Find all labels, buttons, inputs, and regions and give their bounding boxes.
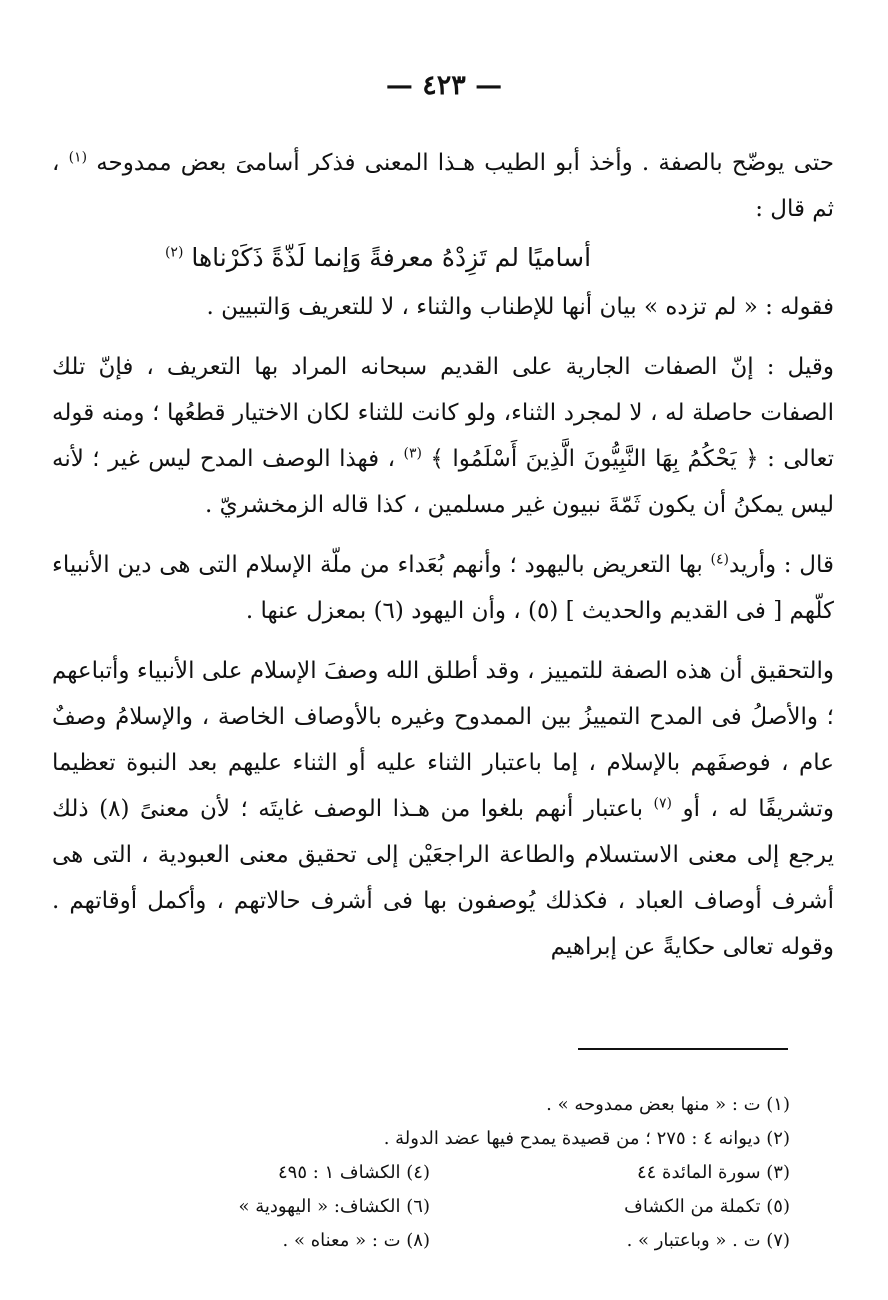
footnote-1: (١) ت : « منها بعض ممدوحه » . — [546, 1094, 790, 1115]
paragraph-2: فقوله : « لم تزده » بيان أنها للإطناب والثناء ، لا للتعريف وَالتبيين . — [206, 294, 834, 320]
footnote-2: (٢) ديوانه ٤ : ٢٧٥ ؛ من قصيدة يمدح فيها عضد الدولة . — [383, 1128, 790, 1149]
footnote-ref-7: (٧) — [653, 795, 672, 812]
footnote-3: (٣) سورة المائدة ٤٤ — [636, 1162, 790, 1183]
footnote-ref-4: (٤) — [710, 551, 729, 568]
footnote-row-7-8 — [120, 1224, 790, 1258]
paragraph-4: قال : وأريد$^{(٤)}$ بها التعريض باليهود ؛ وأنهم بُعَداء من ملّة الإسلام التى هى دين الأنبياء كلّهم [ فى القديم والحديث ] (٥) ، وأن اليهود (٦) بمعزل عنها . — [52, 551, 834, 624]
paragraph-1: حتى يوضّح بالصفة . وأخذ أبو الطيب هـذا المعنى فذكر أسامىَ بعض ممدوحه $^{(١)}$ ، ثم قال : — [52, 149, 834, 222]
footnote-divider — [578, 1048, 788, 1050]
footnotes — [120, 1088, 790, 1258]
footnote-6: (٦) الكشاف: « اليهودية » — [238, 1196, 430, 1217]
main-text — [52, 140, 834, 970]
poetry-verse: أساميًا لم تَزِدْهُ معرفةً وَإنما لَذّةً ذَكَرْناها $^{(٢)}$ — [164, 243, 592, 272]
footnote-5: (٥) تكملة من الكشاف — [624, 1196, 790, 1217]
footnote-ref-1: (١) — [68, 149, 88, 166]
footnote-4: (٤) الكشاف ١ : ٤٩٥ — [278, 1162, 430, 1183]
footnote-7: (٧) ت . « وباعتبار » . — [626, 1230, 790, 1251]
paragraph-3: وقيل : إنّ الصفات الجارية على القديم سبحانه المراد بها التعريف ، فإنّ تلك الصفات حاصلة له ، لا لمجرد الثناء، ولو كانت للثناء لكان الاختيار قطعُها ؛ ومنه قوله تعالى : ﴿ يَحْكُمُ بِهَا النَّبِيُّونَ الَّذِينَ أَسْلَمُوا ﴾ $^{(٣)}$ ، فهذا الوصف المدح ليس غير ؛ لأنه ليس يمكنُ أن يكون ثَمّةَ نبيون غير مسلمين ، كذا قاله الزمخشريّ . — [52, 354, 834, 518]
paragraph-5: والتحقيق أن هذه الصفة للتمييز ، وقد أطلق الله وصفَ الإسلام على الأنبياء وأتباعهم ؛ والأصلُ فى المدح التمييزُ بين الممدوح وغيره بالأوصاف الخاصة ، والإسلامُ وصفٌ عام ، فوصفَهم بالإسلام ، إما باعتبار الثناء عليه أو الثناء عليهم بعد النبوة تعظيما وتشريفًا له ، أو $^{(٧)}$ باعتبار أنهم بلغوا من هـذا الوصف غايتَه ؛ لأن معنىً (٨) ذلك يرجع إلى معنى الاستسلام والطاعة الراجعَيْن إلى تحقيق معنى العبودية ، التى هى أشرف أوصاف العباد ، فكذلك يُوصفون بها فى أشرف حالاتهم ، وأكمل أوقاتهم . وقوله تعالى حكايةً عن إبراهيم — [52, 658, 834, 960]
footnote-ref-2: (٢) — [164, 244, 184, 261]
page-number: — ٤٢٣ — — [385, 70, 503, 101]
footnote-row-3-4 — [120, 1156, 790, 1190]
footnote-row-5-6 — [120, 1190, 790, 1224]
footnote-8: (٨) ت : « معناه » . — [282, 1230, 430, 1251]
footnote-ref-3: (٣) — [403, 445, 422, 462]
